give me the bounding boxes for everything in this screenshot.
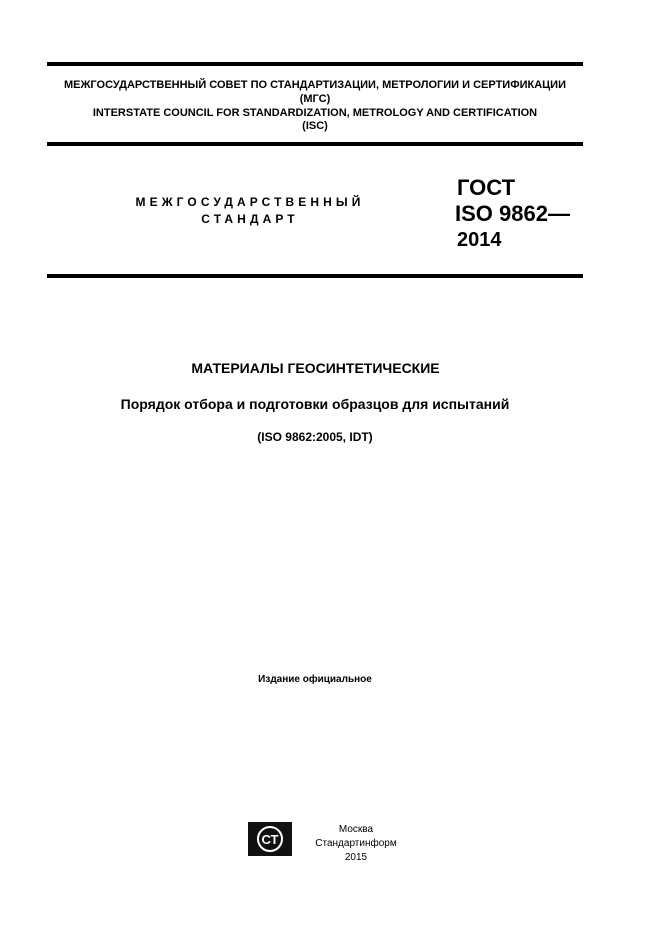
council-abbr-en: (ISC) bbox=[302, 120, 328, 132]
council-name-ru: МЕЖГОСУДАРСТВЕННЫЙ СОВЕТ ПО СТАНДАРТИЗАЦИИ, МЕТРОЛОГИИ И СЕРТИФИКАЦИИ bbox=[63, 79, 566, 91]
svg-text:СТ: СТ bbox=[261, 832, 279, 847]
designation-rule bbox=[47, 274, 583, 278]
standartinform-logo-icon bbox=[248, 822, 292, 856]
standard-type-line1: МЕЖГОСУДАРСТВЕННЫЙ bbox=[135, 195, 365, 209]
header-rule bbox=[47, 142, 583, 146]
publisher-city: Москва bbox=[338, 824, 374, 835]
top-rule bbox=[47, 62, 583, 66]
council-name-en: INTERSTATE COUNCIL FOR STANDARDIZATION, METROLOGY AND CERTIFICATION bbox=[92, 107, 538, 119]
standard-type-line2: СТАНДАРТ bbox=[201, 212, 299, 226]
edition-note: Издание официальное bbox=[258, 674, 372, 685]
council-abbr-ru: (МГС) bbox=[299, 93, 331, 105]
publisher-name: Стандартинформ bbox=[315, 838, 397, 849]
gost-label: ГОСТ bbox=[457, 175, 516, 200]
iso-reference: (ISO 9862:2005, IDT) bbox=[257, 430, 373, 444]
gost-year: 2014 bbox=[457, 229, 502, 251]
gost-number: ISO 9862— bbox=[455, 201, 570, 226]
publisher-year: 2015 bbox=[344, 852, 368, 863]
document-title: МАТЕРИАЛЫ ГЕОСИНТЕТИЧЕСКИЕ bbox=[191, 360, 440, 376]
document-subtitle: Порядок отбора и подготовки образцов для испытаний bbox=[120, 396, 510, 412]
